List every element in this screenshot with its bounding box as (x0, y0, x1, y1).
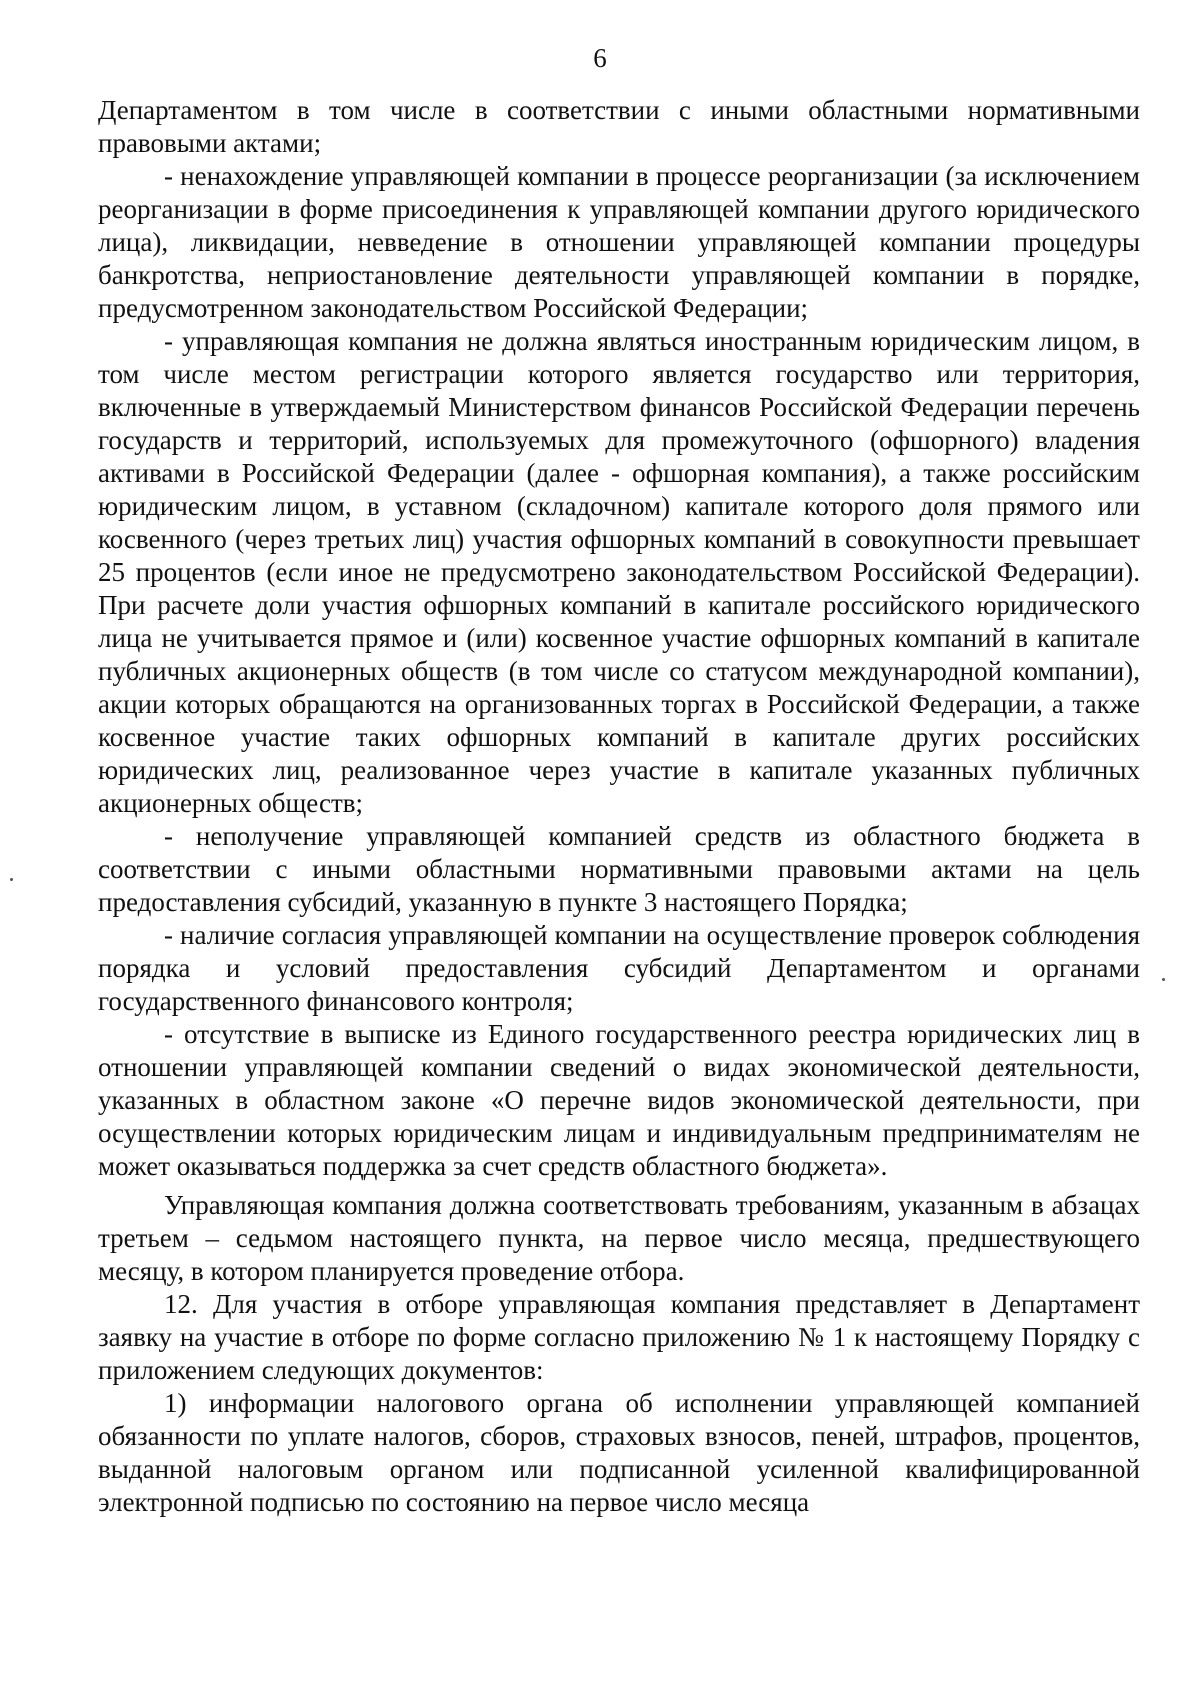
paragraph-not-offshore: - управляющая компания не должна являться иностранным юридическим лицом, в том числе местом регистрации которого является государство или территория, включенные в утверждаемый Министерством финансов Российской Федерации перечень государств и территорий, используемых для промежуточного (офшорного) владения активами в Российской Федерации (далее - офшорная компания), а также российским юридическим лицом, в уставном (складочном) капитале которого доля прямого или косвенного (через третьих лиц) участия офшорных компаний в совокупности превышает 25 процентов (если иное не предусмотрено законодательством Российской Федерации). При расчете доли участия офшорных компаний в капитале российского юридического лица не учитывается прямое и (или) косвенное участие офшорных компаний в капитале публичных акционерных обществ (в том числе со статусом международной компании), акции которых обращаются на организованных торгах в Российской Федерации, а также косвенное участие таких офшорных компаний в капитале других российских юридических лиц, реализованное через участие в капитале указанных публичных акционерных обществ; (98, 326, 1140, 818)
paragraph-consent-to-audits: - наличие согласия управляющей компании на осуществление проверок соблюдения порядка и условий предоставления субсидий Департаментом и органами государственного финансового контроля; (98, 920, 1140, 1016)
scan-speck (10, 878, 13, 881)
paragraph-egrul-activities: - отсутствие в выписке из Единого государственного реестра юридических лиц в отношении управляющей компании сведений о видах экономической деятельности, указанных в областном законе «О перечне видов экономической деятельности, при осуществлении которых юридическим лицам и индивидуальным предпринимателям не может оказываться поддержка за счет средств областного бюджета». (98, 1019, 1140, 1181)
paragraph-requirements-date: Управляющая компания должна соответствовать требованиям, указанным в абзацах третьем – седьмом настоящего пункта, на первое число месяца, предшествующего месяцу, в котором планируется проведение отбора. (98, 1190, 1140, 1286)
paragraph-no-budget-funds: - неполучение управляющей компанией средств из областного бюджета в соответствии с иными областными нормативными правовыми актами на цель предоставления субсидий, указанную в пункте 3 настоящего Порядка; (98, 821, 1140, 917)
paragraph-continuation: Департаментом в том числе в соответствии с иными областными нормативными правовыми актами; (98, 95, 1140, 158)
document-body (98, 94, 1140, 1519)
paragraph-clause-12: 12. Для участия в отборе управляющая компания представляет в Департамент заявку на участие в отборе по форме согласно приложению № 1 к настоящему Порядку с приложением следующих документов: (98, 1289, 1140, 1385)
paragraph-no-reorganization: - ненахождение управляющей компании в процессе реорганизации (за исключением реорганизации в форме присоединения к управляющей компании другого юридического лица), ликвидации, невведение в отношении управляющей компании процедуры банкротства, неприостановление деятельности управляющей компании в порядке, предусмотренном законодательством Российской Федерации; (98, 161, 1140, 323)
scan-speck (1162, 978, 1165, 981)
page-number: 6 (593, 43, 607, 73)
paragraph-document-list-item-1: 1) информации налогового органа об исполнении управляющей компанией обязанности по уплате налогов, сборов, страховых взносов, пеней, штрафов, процентов, выданной налоговым органом или подписанной усиленной квалифицированной электронной подписью по состоянию на первое число месяца (98, 1388, 1140, 1517)
